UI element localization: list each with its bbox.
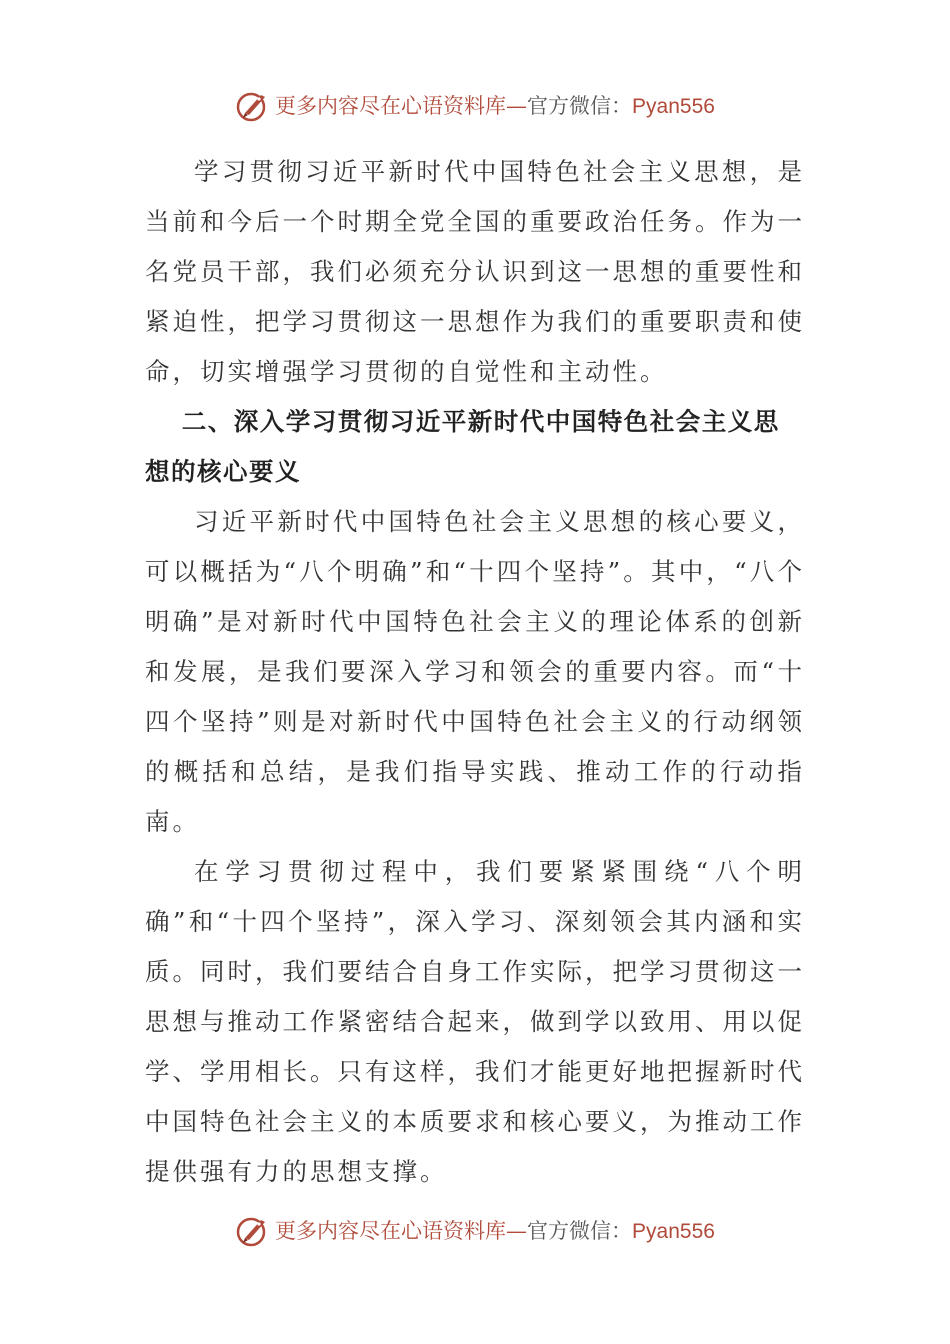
banner-site-name: 更多内容尽在心语资料库 — [275, 1219, 507, 1243]
banner-site-name: 更多内容尽在心语资料库 — [275, 94, 507, 118]
footer-banner — [0, 1210, 950, 1250]
paragraph-core: 习近平新时代中国特色社会主义思想的核心要义，可以概括为“八个明确”和“十四个坚持”。其中，“八个明确”是对新时代中国特色社会主义的理论体系的创新和发展，是我们要深入学习和领会的重要内容。而“十四个坚持”则是对新时代中国特色社会主义的行动纲领的概括和总结，是我们指导实践、推动工作的行动指南。 — [145, 507, 805, 836]
paragraph-practice: 在学习贯彻过程中，我们要紧紧围绕“八个明确”和“十四个坚持”，深入学习、深刻领会其内涵和实质。同时，我们要结合自身工作实际，把学习贯彻这一思想与推动工作紧密结合起来，做到学以致用、用以促学、学用相长。只有这样，我们才能更好地把握新时代中国特色社会主义的本质要求和核心要义，为推动工作提供强有力的思想支撑。 — [145, 857, 805, 1186]
banner-wechat-id: Pyan556 — [632, 95, 715, 118]
document-body — [145, 147, 805, 1197]
banner-text — [275, 90, 715, 120]
banner-separator: — — [506, 94, 528, 118]
pen-nib-logo-icon — [235, 1212, 271, 1248]
banner-text — [275, 1215, 715, 1245]
banner-wechat-label: 官方微信： — [527, 1219, 633, 1243]
banner-separator: — — [506, 1219, 528, 1243]
banner-wechat-label: 官方微信： — [527, 94, 633, 118]
banner-wechat-id: Pyan556 — [632, 1220, 715, 1243]
pen-nib-logo-icon — [235, 87, 271, 123]
header-banner — [0, 85, 950, 125]
section-heading: 二、深入学习贯彻习近平新时代中国特色社会主义思想的核心要义 — [145, 407, 780, 486]
paragraph-intro: 学习贯彻习近平新时代中国特色社会主义思想，是当前和今后一个时期全党全国的重要政治任务。作为一名党员干部，我们必须充分认识到这一思想的重要性和紧迫性，把学习贯彻这一思想作为我们的重要职责和使命，切实增强学习贯彻的自觉性和主动性。 — [145, 157, 805, 386]
